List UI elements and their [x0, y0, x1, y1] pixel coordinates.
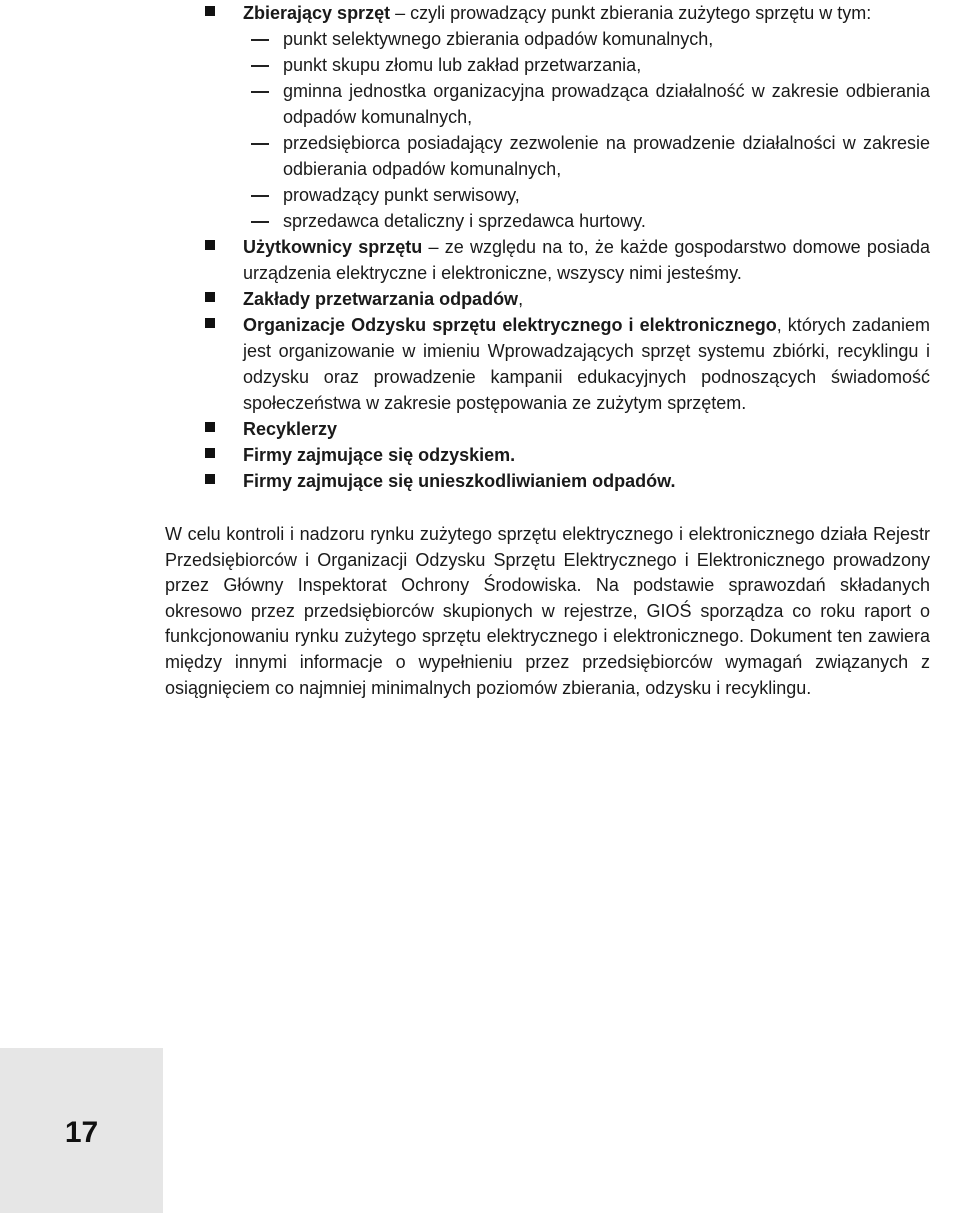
sub-list-item — [243, 130, 930, 182]
sub-list-item — [243, 208, 930, 234]
sub-list-item — [243, 26, 930, 52]
sub-list-item-text: gminna jednostka organizacyjna prowadząca działalność w zakresie odbierania odpadów komunalnych, — [283, 81, 930, 127]
bullet-list — [165, 0, 930, 494]
dash-bullet-icon — [251, 143, 269, 145]
dash-bullet-icon — [251, 39, 269, 41]
body-paragraph: W celu kontroli i nadzoru rynku zużytego sprzętu elektrycznego i elektronicznego działa Rejestr Przedsiębiorców i Organizacji Odzysku Sprzętu Elektrycznego i Elektronicznego prowadzony przez Główny Inspektorat Ochrony Środowiska. Na podstawie sprawozdań składanych okresowo przez przedsiębiorców skupionych w rejestrze, GIOŚ sporządza co roku raport o funkcjonowaniu rynku zużytego sprzętu elektrycznego i elektronicznego. Dokument ten zawiera między innymi informacje o wypełnieniu przez przedsiębiorców wymagań związanych z osiągnięciem co najmniej minimalnych poziomów zbierania, odzysku i recyklingu. — [165, 524, 930, 698]
page-number: 17 — [64, 1116, 99, 1149]
square-bullet-icon — [205, 240, 215, 250]
square-bullet-icon — [205, 422, 215, 432]
list-item — [165, 468, 930, 494]
item-term: Zbierający sprzęt — [243, 3, 391, 23]
sub-list-item-text: punkt skupu złomu lub zakład przetwarzania, — [283, 55, 642, 75]
item-term: Użytkownicy sprzętu — [243, 237, 423, 257]
list-item — [165, 312, 930, 416]
square-bullet-icon — [205, 6, 215, 16]
list-item — [165, 442, 930, 468]
sub-list-item-text: punkt selektywnego zbierania odpadów komunalnych, — [283, 29, 714, 49]
item-term: Organizacje Odzysku sprzętu elektrycznego i elektronicznego — [243, 315, 777, 335]
item-term: Recyklerzy — [243, 419, 338, 439]
sub-list-item-text: sprzedawca detaliczny i sprzedawca hurtowy. — [283, 211, 646, 231]
square-bullet-icon — [205, 474, 215, 484]
sub-list-item — [243, 182, 930, 208]
sub-list-item-text: przedsiębiorca posiadający zezwolenie na prowadzenie działalności w zakresie odbierania odpadów komunalnych, — [283, 133, 930, 179]
list-item — [165, 234, 930, 286]
sub-list-item — [243, 78, 930, 130]
dash-bullet-icon — [251, 221, 269, 223]
page-content — [165, 0, 930, 701]
dash-bullet-icon — [251, 65, 269, 67]
square-bullet-icon — [205, 292, 215, 302]
item-description: , których zadaniem jest organizowanie w imieniu Wprowadzających sprzęt systemu zbiórki, recyklingu i odzysku oraz prowadzenie kampanii edukacyjnych podnoszących świadomość społeczeństwa w zakresie postępowania ze zużytym sprzętem. — [243, 315, 930, 413]
list-item — [165, 416, 930, 442]
sub-list — [243, 26, 930, 234]
square-bullet-icon — [205, 448, 215, 458]
square-bullet-icon — [205, 318, 215, 328]
sub-list-item-text: prowadzący punkt serwisowy, — [283, 185, 520, 205]
list-item — [165, 286, 930, 312]
item-term: Zakłady przetwarzania odpadów — [243, 289, 519, 309]
item-description: – czyli prowadzący punkt zbierania zużytego sprzętu w tym: — [390, 3, 872, 23]
sub-list-item — [243, 52, 930, 78]
item-term: Firmy zajmujące się unieszkodliwianiem odpadów. — [243, 471, 676, 491]
item-description: , — [518, 289, 524, 309]
item-description: – ze względu na to, że każde gospodarstwo domowe posiada urządzenia elektryczne i elektroniczne, wszyscy nimi jesteśmy. — [243, 237, 930, 283]
list-item — [165, 0, 930, 234]
dash-bullet-icon — [251, 91, 269, 93]
item-term: Firmy zajmujące się odzyskiem. — [243, 445, 516, 465]
dash-bullet-icon — [251, 195, 269, 197]
